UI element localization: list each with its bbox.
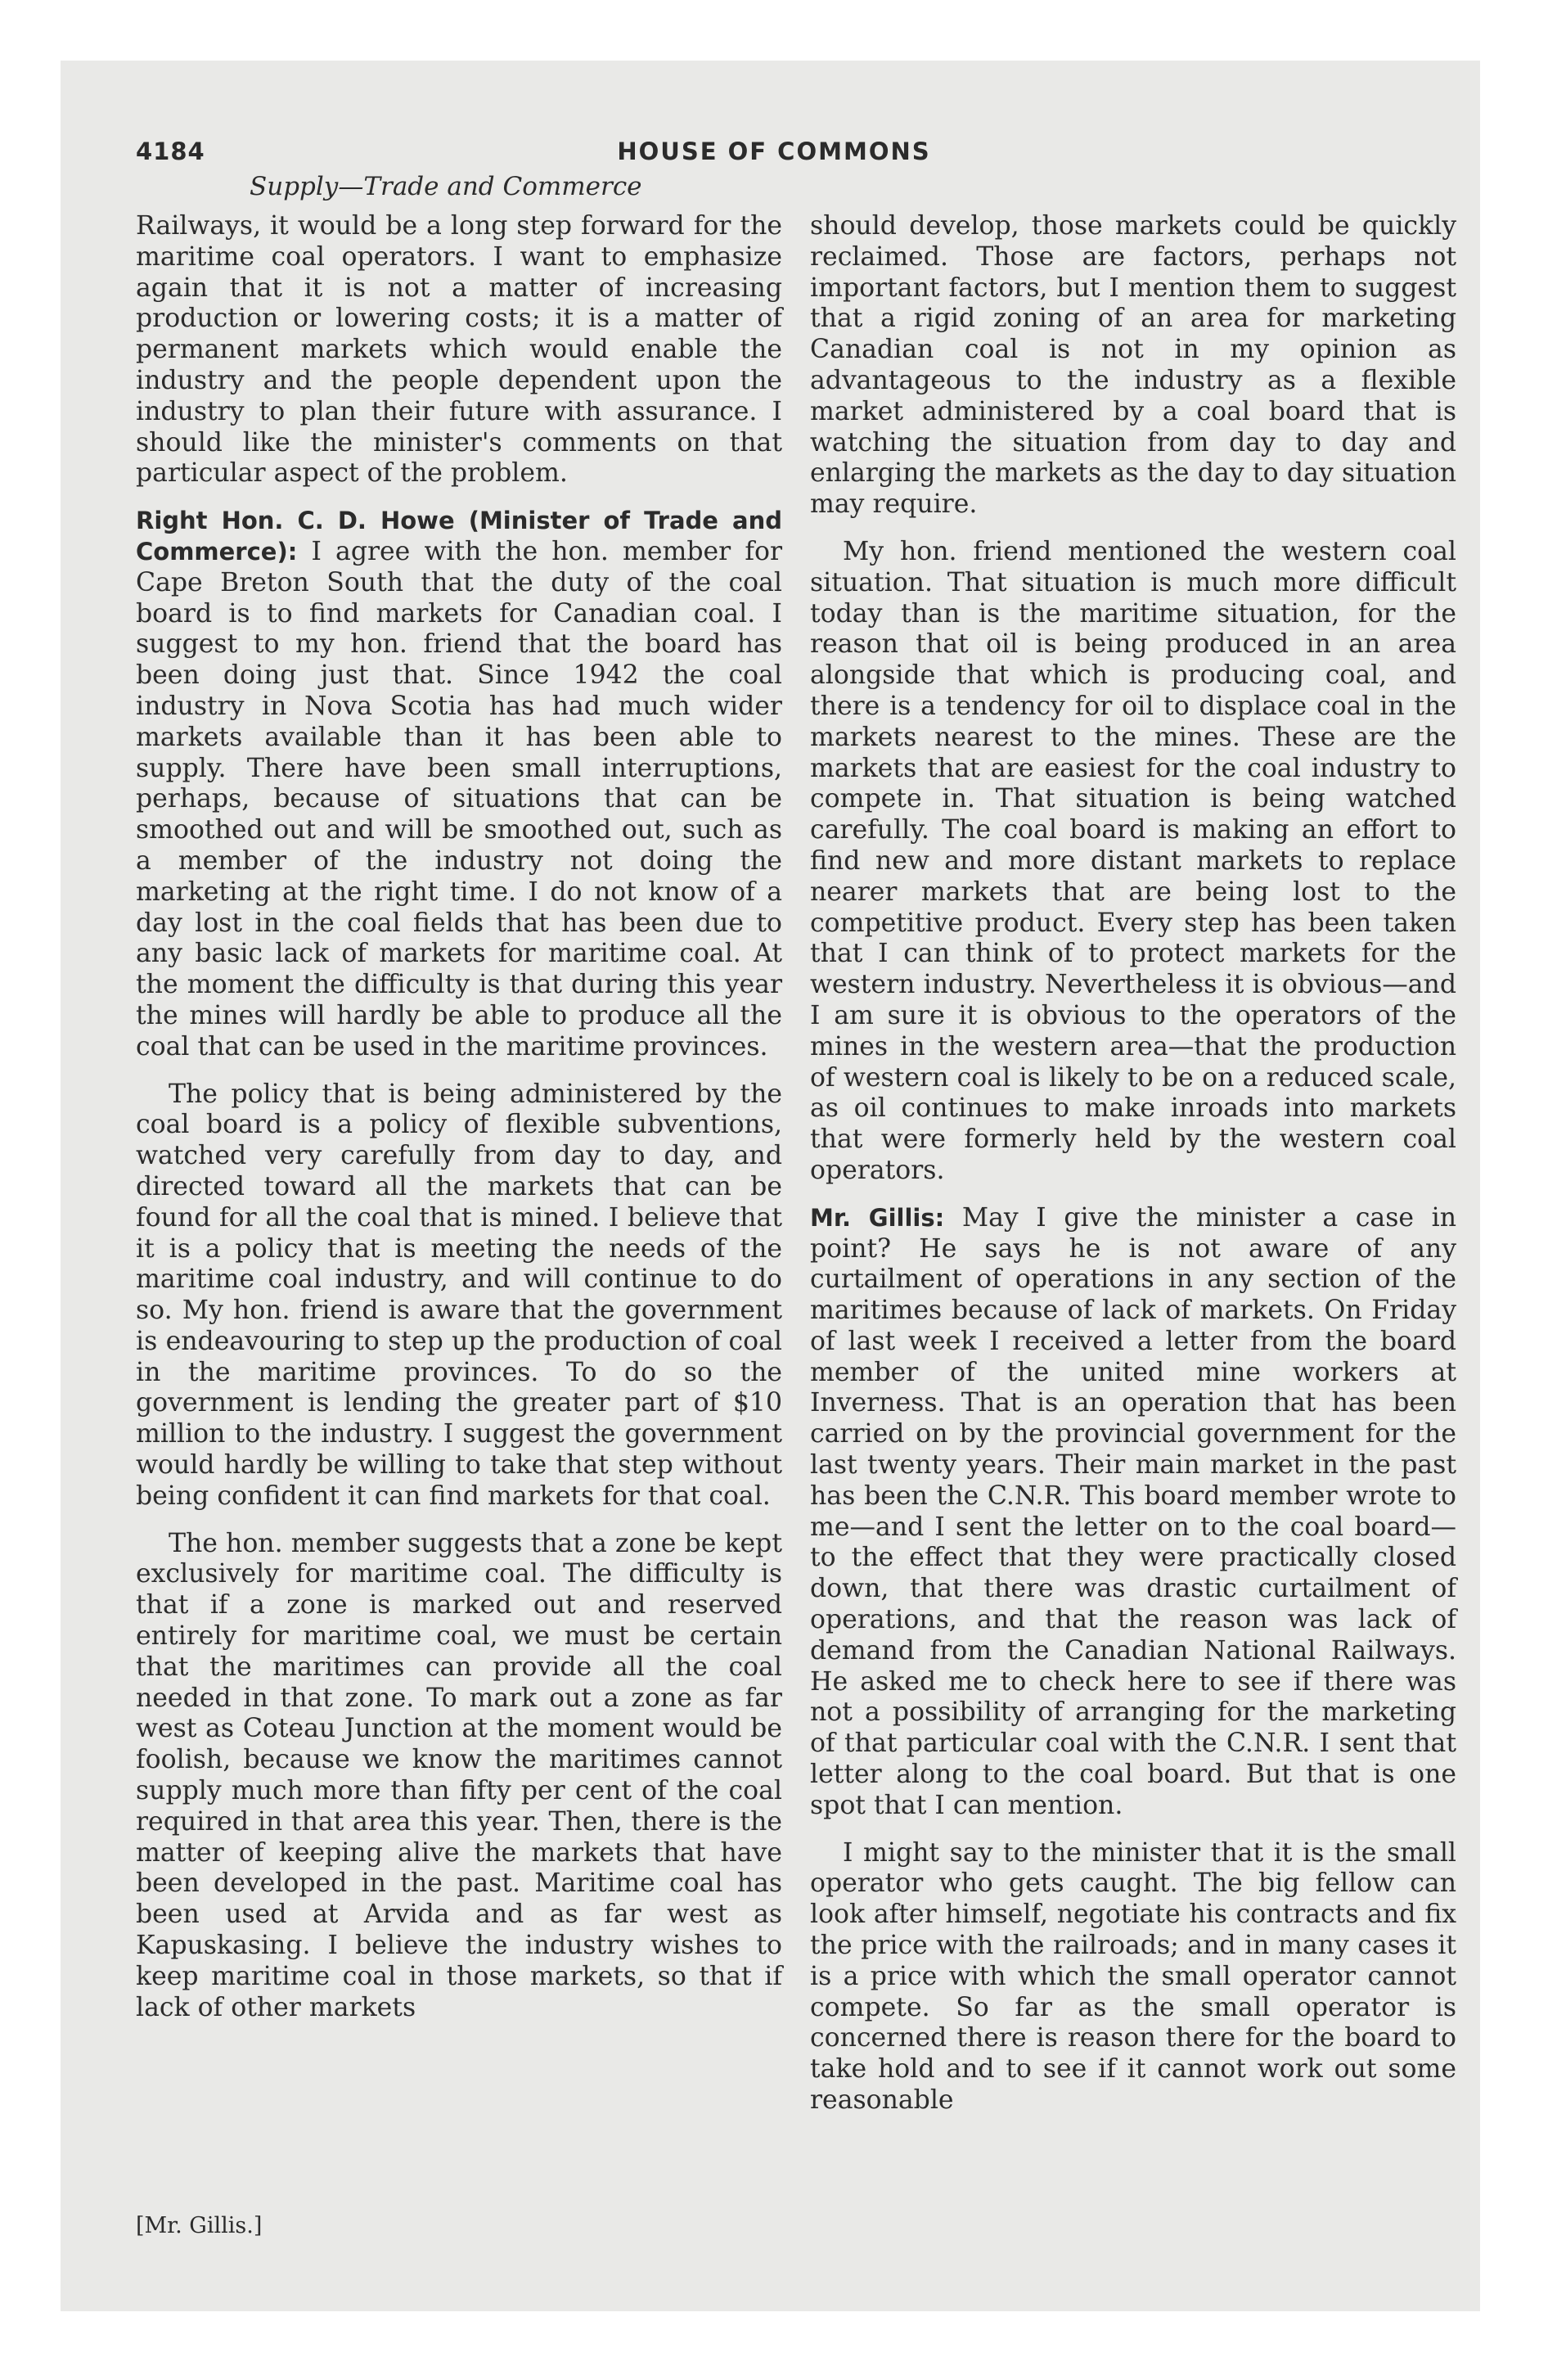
- paragraph: [136, 1529, 782, 2024]
- paragraph-text: The hon. member suggests that a zone be kept exclusively for maritime coal. The difficulty is that if a zone is marked out and reserved entirely for maritime coal, we must be certain that the maritimes can provide all the coal needed in that zone. To mark out a zone as far west as Coteau Junction at the moment would be foolish, because we know the maritimes cannot supply much more than fifty per cent of the coal required in that area this year. Then, there is the matter of keeping alive the markets that have been developed in the past. Maritime coal has been used at Arvida and as far west as Kapuskasing. I believe the industry wishes to keep maritime coal in those markets, so that if lack of other markets: [136, 1528, 782, 2022]
- paragraph-text: should develop, those markets could be quickly reclaimed. Those are factors, perhaps not important factors, but I mention them to suggest that a rigid zoning of an area for marketing Canadian coal is not in my opinion as advantageous to the industry as a flexible market administered by a coal board that is watching the situation from day to day and enlarging the markets as the day to day situation may require.: [810, 211, 1456, 520]
- paragraph-text: My hon. friend mentioned the western coal situation. That situation is much more difficult today than is the maritime situation, for the reason that oil is being produced in an area alongside that which is producing coal, and there is a tendency for oil to displace coal in the markets nearest to the mines. These are the markets that are easiest for the coal industry to compete in. That situation is being watched carefully. The coal board is making an effort to find new and more distant markets to replace nearer markets that are being lost to the competitive product. Every step has been taken that I can think of to protect markets for the western industry. Nevertheless it is obvious—and I am sure it is obvious to the operators of the mines in the western area—that the production of western coal is likely to be on a reduced scale, as oil continues to make inroads into markets that were formerly held by the western coal operators.: [810, 536, 1456, 1185]
- paragraph-text: I agree with the hon. member for Cape Breton South that the duty of the coal board is to find markets for Canadian coal. I suggest to my hon. friend that the board has been doing just that. Since 1942 the coal industry in Nova Scotia has had much wider markets available than it has been able to supply. There have been small interruptions, perhaps, because of situations that can be smoothed out and will be smoothed out, such as a member of the industry not doing the marketing at the right time. I do not know of a day lost in the coal fields that has been due to any basic lack of markets for maritime coal. At the moment the difficulty is that during this year the mines will hardly be able to produce all the coal that can be used in the maritime provinces.: [136, 536, 783, 1062]
- paragraph: [810, 537, 1456, 1187]
- paragraph: [810, 1838, 1456, 2116]
- paragraph: [810, 211, 1456, 521]
- footer-speaker-note: [136, 2213, 262, 2238]
- paragraph: [810, 1203, 1456, 1822]
- speaker-name: Right Hon. C. D. Howe (Minister of Trade and Commerce):: [136, 507, 782, 566]
- paragraph-text: The policy that is being administered by the coal board is a policy of flexible subventions, watched very carefully from day to day, and directed toward all the markets that can be found for all the coal that is mined. I believe that it is a policy that is meeting the needs of the maritime coal industry, and will continue to do so. My hon. friend is aware that the government is endeavouring to step up the production of coal in the maritime provinces. To do so the government is lending the greater part of $10 million to the industry. I suggest the government would hardly be willing to take that step without being confident it can find markets for that coal.: [136, 1079, 782, 1511]
- page-title: HOUSE OF COMMONS: [617, 137, 931, 165]
- paragraph-text: May I give the minister a case in point? He says he is not aware of any curtailment of operations in any section of the maritimes because of lack of markets. On Friday of last week I received a letter from the board member of the united mine workers at Inverness. That is an operation that has been carried on by the provincial government for the last twenty years. Their main market in the past has been the C.N.R. This board member wrote to me—and I sent the letter on to the coal board—to the effect that they were practically closed down, that there was drastic curtailment of operations, and that the reason was lack of demand from the Canadian National Railways. He asked me to check here to see if there was not a possibility of arranging for the marketing of that particular coal with the C.N.R. I sent that letter along to the coal board. But that is one spot that I can mention.: [810, 1202, 1457, 1820]
- paragraph-text: I might say to the minister that it is the small operator who gets caught. The big fellow can look after himself, negotiate his contracts and fix the price with the railroads; and in many cases it is a price with which the small operator cannot compete. So far as the small operator is concerned there is reason there for the board to take hold and to see if it cannot work out some reasonable: [810, 1837, 1456, 2116]
- left-column: [136, 211, 782, 2040]
- paragraph-text: Railways, it would be a long step forward for the maritime coal operators. I want to emphasize again that it is not a matter of increasing production or lowering costs; it is a matter of permanent markets which would enable the industry and the people dependent upon the industry to plan their future with assurance. I should like the minister's comments on that particular aspect of the problem.: [136, 211, 782, 489]
- paragraph: [136, 1080, 782, 1512]
- paragraph: [136, 506, 782, 1062]
- paragraph: [136, 211, 782, 489]
- footer-note-text: [Mr. Gillis.]: [136, 2213, 263, 2238]
- speaker-name: Mr. Gillis:: [810, 1203, 945, 1232]
- page-subtitle: Supply—Trade and Commerce: [250, 172, 642, 201]
- page-number: 4184: [136, 137, 205, 165]
- right-column: [810, 211, 1456, 2133]
